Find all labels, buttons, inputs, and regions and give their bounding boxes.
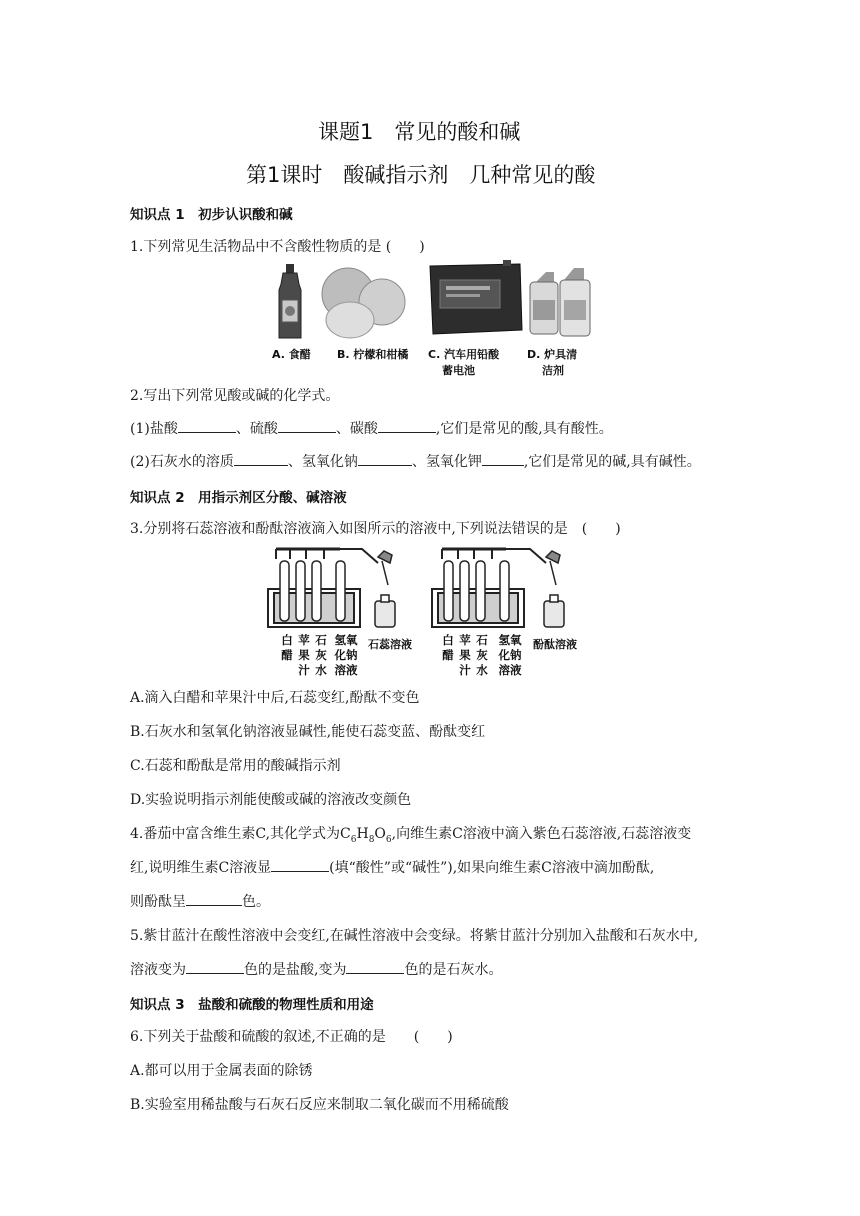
right-dropper-bottle <box>544 551 564 627</box>
question-3-stem: 3.分别将石蕊溶液和酚酞溶液滴入如图所示的溶液中,下列说法错误的是 ( ) <box>130 521 621 537</box>
answer-blank[interactable] <box>346 959 404 974</box>
question-3-option-c: C.石蕊和酚酞是常用的酸碱指示剂 <box>130 758 341 774</box>
answer-blank[interactable] <box>278 418 336 433</box>
question-1-images <box>270 260 600 342</box>
question-3-option-d: D.实验说明指示剂能使酸或碱的溶液改变颜色 <box>130 792 412 808</box>
period-title: 第1课时 酸碱指示剂 几种常见的酸 <box>246 163 596 187</box>
caption-d-line2: 洁剂 <box>542 364 564 377</box>
answer-blank[interactable] <box>358 451 412 466</box>
caption-b: B. 柠檬和柑橘 <box>337 348 409 361</box>
question-6-option-a: A.都可以用于金属表面的除锈 <box>130 1063 313 1079</box>
spray-cleaner-image <box>530 268 590 336</box>
question-3-option-b: B.石灰水和氢氧化钠溶液显碱性,能使石蕊变蓝、酚酞变红 <box>130 724 486 740</box>
test-tube-diagram <box>262 541 602 633</box>
caption-c-line2: 蓄电池 <box>442 364 475 377</box>
vinegar-bottle-image <box>279 264 301 338</box>
section-heading-3: 知识点 3 盐酸和硫酸的物理性质和用途 <box>130 997 374 1013</box>
left-test-tubes <box>280 561 345 621</box>
section-heading-2: 知识点 2 用指示剂区分酸、碱溶液 <box>130 490 347 506</box>
litmus-solution-label: 石蕊溶液 <box>368 638 412 651</box>
tube-label-apple-juice: 苹果汁 <box>459 633 471 677</box>
question-1-stem: 1.下列常见生活物品中不含酸性物质的是 ( ) <box>130 239 425 255</box>
tube-label-white-vinegar: 白醋 <box>442 633 454 662</box>
question-4-line-2: 红,说明维生素C溶液显 (填“酸性”或“碱性”),如果向维生素C溶液中滴加酚酞, <box>130 857 654 877</box>
answer-blank[interactable] <box>186 891 242 906</box>
question-2-line-2: (2)石灰水的溶质 、氢氧化钠 、氢氧化钾 ,它们是常见的碱,具有碱性。 <box>130 451 701 471</box>
tube-label-sodium-hydroxide: 氢氧化钠溶液 <box>498 633 522 677</box>
question-5-line-2: 溶液变为 色的是盐酸,变为 色的是石灰水。 <box>130 959 502 979</box>
tube-label-limewater: 石灰水 <box>315 633 327 677</box>
tube-label-apple-juice: 苹果汁 <box>298 633 310 677</box>
answer-blank[interactable] <box>234 451 288 466</box>
tube-label-white-vinegar: 白醋 <box>281 633 293 662</box>
caption-d-line1: D. 炉具清 <box>527 348 578 361</box>
question-2-stem: 2.写出下列常见酸或碱的化学式。 <box>130 388 340 404</box>
caption-a: A. 食醋 <box>272 348 311 361</box>
phenolphthalein-solution-label: 酚酞溶液 <box>533 638 577 651</box>
answer-blank[interactable] <box>186 959 244 974</box>
answer-blank[interactable] <box>378 418 436 433</box>
tube-label-limewater: 石灰水 <box>476 633 488 677</box>
question-6-stem: 6.下列关于盐酸和硫酸的叙述,不正确的是 ( ) <box>130 1029 453 1045</box>
answer-blank[interactable] <box>482 451 524 466</box>
lesson-title: 课题1 常见的酸和碱 <box>318 120 521 144</box>
lemon-orange-image <box>322 268 405 338</box>
tube-label-sodium-hydroxide: 氢氧化钠溶液 <box>334 633 358 677</box>
answer-blank[interactable] <box>178 418 236 433</box>
answer-blank[interactable] <box>271 857 329 872</box>
question-3-option-a: A.滴入白醋和苹果汁中后,石蕊变红,酚酞不变色 <box>130 690 420 706</box>
battery-image <box>430 260 522 334</box>
section-heading-1: 知识点 1 初步认识酸和碱 <box>130 207 293 223</box>
question-4-line-3: 则酚酞呈 色。 <box>130 891 270 911</box>
question-6-option-b: B.实验室用稀盐酸与石灰石反应来制取二氧化碳而不用稀硫酸 <box>130 1097 509 1113</box>
question-5-line-1: 5.紫甘蓝汁在酸性溶液中会变红,在碱性溶液中会变绿。将紫甘蓝汁分别加入盐酸和石灰水中, <box>130 928 699 944</box>
question-4-line-1: 4.番茄中富含维生素C,其化学式为$C_6H_8O_6$,向维生素C溶液中滴入紫色石蕊溶液,石蕊溶液变 <box>130 826 692 845</box>
right-test-tubes <box>444 561 509 621</box>
question-2-line-1: (1)盐酸 、硫酸 、碳酸 ,它们是常见的酸,具有酸性。 <box>130 418 613 438</box>
caption-c-line1: C. 汽车用铅酸 <box>428 348 500 361</box>
